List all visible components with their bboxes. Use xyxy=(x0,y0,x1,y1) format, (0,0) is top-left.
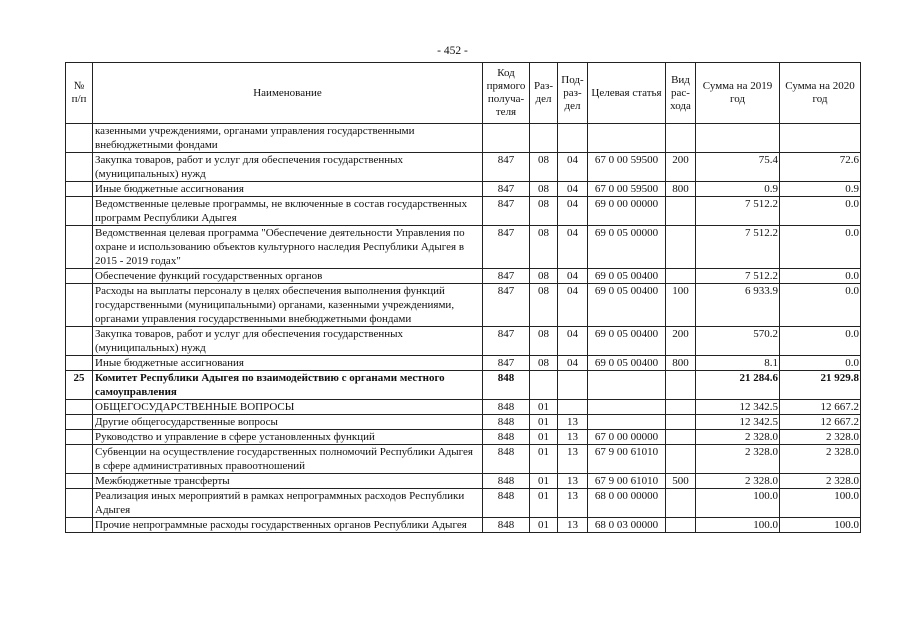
row-code-cell: 847 xyxy=(483,182,530,197)
row-name-cell: Ведомственные целевые программы, не включенные в состав государственных программ Республики Адыгея xyxy=(93,197,483,226)
row-sum2020-cell: 12 667.2 xyxy=(780,415,861,430)
row-razdel-cell: 08 xyxy=(530,153,558,182)
budget-table xyxy=(65,62,861,533)
table-row xyxy=(66,518,861,533)
row-target-cell: 69 0 05 00400 xyxy=(588,327,666,356)
page-number: - 452 - xyxy=(437,45,468,57)
row-podrazdel-cell: 04 xyxy=(558,182,588,197)
row-sum2019-cell: 2 328.0 xyxy=(696,445,780,474)
row-target-cell: 67 9 00 61010 xyxy=(588,445,666,474)
table-row xyxy=(66,371,861,400)
row-name-cell: Другие общегосударственные вопросы xyxy=(93,415,483,430)
table-row xyxy=(66,153,861,182)
row-sum2020-cell: 2 328.0 xyxy=(780,430,861,445)
row-code-cell xyxy=(483,124,530,153)
row-num-cell xyxy=(66,415,93,430)
row-num-cell xyxy=(66,284,93,327)
row-sum2019-cell xyxy=(696,124,780,153)
row-name-cell: Иные бюджетные ассигнования xyxy=(93,182,483,197)
row-vid-cell xyxy=(666,269,696,284)
row-sum2020-cell: 21 929.8 xyxy=(780,371,861,400)
row-name-cell: Комитет Республики Адыгея по взаимодействию с органами местного самоуправления xyxy=(93,371,483,400)
row-target-cell: 67 0 00 59500 xyxy=(588,182,666,197)
row-vid-cell: 500 xyxy=(666,474,696,489)
row-num-cell xyxy=(66,182,93,197)
row-name-cell: Руководство и управление в сфере установленных функций xyxy=(93,430,483,445)
row-target-cell xyxy=(588,124,666,153)
row-name-cell: Субвенции на осуществление государственных полномочий Республики Адыгея в сфере административных правоотношений xyxy=(93,445,483,474)
row-vid-cell: 100 xyxy=(666,284,696,327)
table-row xyxy=(66,430,861,445)
row-name-cell: Расходы на выплаты персоналу в целях обеспечения выполнения функций государственными (муниципальными) органами, казенными учреждениями, органами управления государственными внебюджетными фондами xyxy=(93,284,483,327)
row-code-cell: 848 xyxy=(483,474,530,489)
row-sum2020-cell: 0.0 xyxy=(780,356,861,371)
row-code-cell: 848 xyxy=(483,430,530,445)
row-podrazdel-cell: 04 xyxy=(558,269,588,284)
row-vid-cell: 800 xyxy=(666,182,696,197)
row-num-cell xyxy=(66,518,93,533)
row-sum2020-cell: 0.0 xyxy=(780,327,861,356)
row-num-cell xyxy=(66,489,93,518)
table-row xyxy=(66,474,861,489)
row-name-cell: Обеспечение функций государственных органов xyxy=(93,269,483,284)
row-num-cell xyxy=(66,356,93,371)
table-row xyxy=(66,284,861,327)
table-row xyxy=(66,327,861,356)
row-vid-cell xyxy=(666,197,696,226)
row-num-cell xyxy=(66,153,93,182)
row-razdel-cell: 01 xyxy=(530,518,558,533)
row-vid-cell xyxy=(666,430,696,445)
row-vid-cell xyxy=(666,124,696,153)
table-row xyxy=(66,445,861,474)
row-vid-cell xyxy=(666,371,696,400)
row-razdel-cell: 08 xyxy=(530,197,558,226)
row-sum2019-cell: 2 328.0 xyxy=(696,430,780,445)
row-razdel-cell: 08 xyxy=(530,269,558,284)
row-razdel-cell: 08 xyxy=(530,327,558,356)
header-sum2019: Сумма на 2019 год xyxy=(696,63,780,124)
row-vid-cell xyxy=(666,445,696,474)
row-sum2020-cell: 100.0 xyxy=(780,489,861,518)
row-target-cell: 69 0 05 00400 xyxy=(588,356,666,371)
row-num-cell xyxy=(66,226,93,269)
row-num-cell: 25 xyxy=(66,371,93,400)
row-sum2020-cell: 72.6 xyxy=(780,153,861,182)
row-podrazdel-cell: 04 xyxy=(558,197,588,226)
row-name-cell: Ведомственная целевая программа "Обеспечение деятельности Управления по охране и использованию объектов культурного наследия Республики Адыгея в 2015 - 2019 годах" xyxy=(93,226,483,269)
row-sum2019-cell: 7 512.2 xyxy=(696,226,780,269)
header-target: Целевая статья xyxy=(588,63,666,124)
row-razdel-cell: 01 xyxy=(530,474,558,489)
row-name-cell: Реализация иных мероприятий в рамках непрограммных расходов Республики Адыгея xyxy=(93,489,483,518)
table-row xyxy=(66,197,861,226)
row-num-cell xyxy=(66,327,93,356)
row-podrazdel-cell: 13 xyxy=(558,415,588,430)
row-razdel-cell: 01 xyxy=(530,400,558,415)
row-name-cell: казенными учреждениями, органами управления государственными внебюджетными фондами xyxy=(93,124,483,153)
row-razdel-cell: 01 xyxy=(530,445,558,474)
row-razdel-cell: 08 xyxy=(530,226,558,269)
table-row xyxy=(66,182,861,197)
row-sum2019-cell: 12 342.5 xyxy=(696,400,780,415)
row-code-cell: 848 xyxy=(483,518,530,533)
row-sum2019-cell: 100.0 xyxy=(696,518,780,533)
row-code-cell: 848 xyxy=(483,445,530,474)
table-row xyxy=(66,489,861,518)
table-row xyxy=(66,415,861,430)
row-num-cell xyxy=(66,430,93,445)
row-sum2019-cell: 12 342.5 xyxy=(696,415,780,430)
row-num-cell xyxy=(66,474,93,489)
row-sum2020-cell: 0.0 xyxy=(780,284,861,327)
row-podrazdel-cell: 04 xyxy=(558,327,588,356)
row-podrazdel-cell: 13 xyxy=(558,489,588,518)
table-row xyxy=(66,269,861,284)
row-code-cell: 847 xyxy=(483,284,530,327)
row-target-cell: 67 0 00 59500 xyxy=(588,153,666,182)
row-sum2019-cell: 8.1 xyxy=(696,356,780,371)
table-body xyxy=(66,124,861,533)
row-target-cell: 67 0 00 00000 xyxy=(588,430,666,445)
header-code: Код прямого получа-теля xyxy=(483,63,530,124)
row-vid-cell xyxy=(666,415,696,430)
row-vid-cell: 800 xyxy=(666,356,696,371)
row-sum2019-cell: 6 933.9 xyxy=(696,284,780,327)
row-num-cell xyxy=(66,197,93,226)
row-code-cell: 847 xyxy=(483,226,530,269)
row-sum2020-cell: 2 328.0 xyxy=(780,445,861,474)
row-razdel-cell: 01 xyxy=(530,430,558,445)
row-target-cell: 69 0 00 00000 xyxy=(588,197,666,226)
row-sum2019-cell: 7 512.2 xyxy=(696,269,780,284)
row-vid-cell xyxy=(666,400,696,415)
row-podrazdel-cell: 13 xyxy=(558,445,588,474)
row-target-cell xyxy=(588,415,666,430)
row-podrazdel-cell: 13 xyxy=(558,430,588,445)
row-podrazdel-cell xyxy=(558,400,588,415)
row-code-cell: 847 xyxy=(483,327,530,356)
row-code-cell: 848 xyxy=(483,400,530,415)
table-row xyxy=(66,356,861,371)
row-target-cell xyxy=(588,400,666,415)
row-podrazdel-cell: 04 xyxy=(558,356,588,371)
row-razdel-cell: 08 xyxy=(530,284,558,327)
row-vid-cell: 200 xyxy=(666,327,696,356)
row-razdel-cell xyxy=(530,371,558,400)
row-sum2020-cell xyxy=(780,124,861,153)
row-target-cell: 69 0 05 00400 xyxy=(588,269,666,284)
row-num-cell xyxy=(66,400,93,415)
row-razdel-cell: 01 xyxy=(530,415,558,430)
row-code-cell: 848 xyxy=(483,415,530,430)
row-code-cell: 847 xyxy=(483,197,530,226)
row-razdel-cell: 08 xyxy=(530,356,558,371)
row-code-cell: 847 xyxy=(483,153,530,182)
row-sum2020-cell: 0.0 xyxy=(780,226,861,269)
row-podrazdel-cell: 13 xyxy=(558,474,588,489)
header-razdel: Раз-дел xyxy=(530,63,558,124)
row-vid-cell: 200 xyxy=(666,153,696,182)
row-name-cell: ОБЩЕГОСУДАРСТВЕННЫЕ ВОПРОСЫ xyxy=(93,400,483,415)
row-sum2019-cell: 570.2 xyxy=(696,327,780,356)
header-num: № п/п xyxy=(66,63,93,124)
row-podrazdel-cell: 04 xyxy=(558,153,588,182)
header-name: Наименование xyxy=(93,63,483,124)
row-vid-cell xyxy=(666,518,696,533)
row-name-cell: Закупка товаров, работ и услуг для обеспечения государственных (муниципальных) нужд xyxy=(93,153,483,182)
row-code-cell: 848 xyxy=(483,371,530,400)
row-sum2020-cell: 0.0 xyxy=(780,197,861,226)
row-num-cell xyxy=(66,124,93,153)
row-sum2020-cell: 2 328.0 xyxy=(780,474,861,489)
row-name-cell: Межбюджетные трансферты xyxy=(93,474,483,489)
row-podrazdel-cell xyxy=(558,371,588,400)
row-razdel-cell: 01 xyxy=(530,489,558,518)
table-row xyxy=(66,400,861,415)
row-podrazdel-cell: 04 xyxy=(558,226,588,269)
row-sum2020-cell: 0.9 xyxy=(780,182,861,197)
row-target-cell: 69 0 05 00000 xyxy=(588,226,666,269)
row-target-cell xyxy=(588,371,666,400)
row-name-cell: Прочие непрограммные расходы государственных органов Республики Адыгея xyxy=(93,518,483,533)
table-header-row xyxy=(66,63,861,124)
table-row xyxy=(66,226,861,269)
row-num-cell xyxy=(66,445,93,474)
row-sum2019-cell: 21 284.6 xyxy=(696,371,780,400)
row-vid-cell xyxy=(666,489,696,518)
table-row xyxy=(66,124,861,153)
row-podrazdel-cell: 04 xyxy=(558,284,588,327)
header-sum2020: Сумма на 2020 год xyxy=(780,63,861,124)
row-sum2019-cell: 0.9 xyxy=(696,182,780,197)
row-target-cell: 68 0 03 00000 xyxy=(588,518,666,533)
row-sum2019-cell: 7 512.2 xyxy=(696,197,780,226)
row-razdel-cell xyxy=(530,124,558,153)
row-name-cell: Иные бюджетные ассигнования xyxy=(93,356,483,371)
row-sum2020-cell: 12 667.2 xyxy=(780,400,861,415)
row-target-cell: 67 9 00 61010 xyxy=(588,474,666,489)
header-vid: Вид рас-хода xyxy=(666,63,696,124)
row-code-cell: 847 xyxy=(483,356,530,371)
row-sum2019-cell: 2 328.0 xyxy=(696,474,780,489)
row-sum2019-cell: 75.4 xyxy=(696,153,780,182)
row-code-cell: 847 xyxy=(483,269,530,284)
row-podrazdel-cell xyxy=(558,124,588,153)
row-name-cell: Закупка товаров, работ и услуг для обеспечения государственных (муниципальных) нужд xyxy=(93,327,483,356)
row-num-cell xyxy=(66,269,93,284)
header-podrazdel: Под-раз-дел xyxy=(558,63,588,124)
row-sum2020-cell: 0.0 xyxy=(780,269,861,284)
row-sum2019-cell: 100.0 xyxy=(696,489,780,518)
row-podrazdel-cell: 13 xyxy=(558,518,588,533)
row-code-cell: 848 xyxy=(483,489,530,518)
row-target-cell: 69 0 05 00400 xyxy=(588,284,666,327)
row-target-cell: 68 0 00 00000 xyxy=(588,489,666,518)
row-razdel-cell: 08 xyxy=(530,182,558,197)
row-sum2020-cell: 100.0 xyxy=(780,518,861,533)
row-vid-cell xyxy=(666,226,696,269)
